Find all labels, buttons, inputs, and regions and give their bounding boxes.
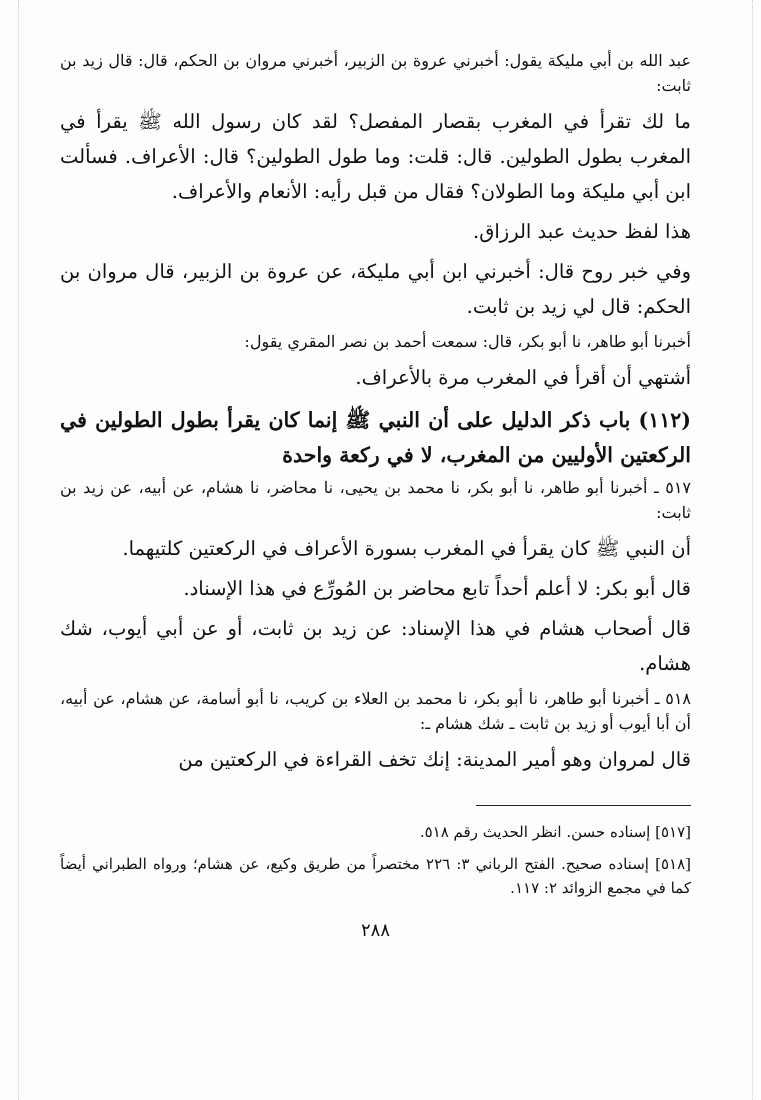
paragraph-hadith-text: ما لك تقرأ في المغرب بقصار المفصل؟ لقد كان رسول الله ﷺ يقرأ في المغرب بطول الطولين. قال: قلت: وما طول الطولين؟ قال: الأعراف. فسألت ابن أبي مليكة وما الطولان؟ فقال من قبل رأيه: الأنعام والأعراف. (60, 110, 691, 203)
footnote-518: [٥١٨] إسناده صحيح. الفتح الرباني ٣: ٢٢٦ مختصراً من طريق وكيع، عن هشام؛ ورواه الطبراني أيضاً كما في مجمع الزوائد ٢: ١١٧. (60, 855, 691, 897)
main-text (60, 48, 691, 941)
scan-edge-left (18, 0, 19, 1100)
paragraph-muqri-statement: أشتهي أن أقرأ في المغرب مرة بالأعراف. (355, 366, 691, 389)
paragraph-rawh-narration: وفي خبر روح قال: أخبرني ابن أبي مليكة، عن عروة بن الزبير، قال مروان بن الحكم: قال لي زيد بن ثابت. (60, 260, 691, 318)
footnote-517: [٥١٧] إسناده حسن. انظر الحديث رقم ٥١٨. (419, 823, 691, 841)
chapter-heading-112: (١١٢) باب ذكر الدليل على أن النبي ﷺ إنما كان يقرأ بطول الطولين في الركعتين الأوليين من المغرب، لا في ركعة واحدة (60, 408, 691, 467)
paragraph-hadith-518-isnad: ٥١٨ ـ أخبرنا أبو طاهر، نا أبو بكر، نا محمد بن العلاء بن كريب، نا أبو أسامة، عن هشام، عن أبيه، أن أبا أيوب أو زيد بن ثابت ـ شك هشام ـ: (60, 689, 691, 733)
paragraph-hadith-517-isnad: ٥١٧ ـ أخبرنا أبو طاهر، نا أبو بكر، نا محمد بن يحيى، نا محاضر، نا هشام، عن أبيه، عن زيد بن ثابت: (60, 478, 691, 522)
paragraph-hadith-518-text: قال لمروان وهو أمير المدينة: إنك تخف القراءة في الركعتين من (178, 748, 691, 771)
page-number: ٢٨٨ (360, 920, 390, 941)
paragraph-hadith-517-text: أن النبي ﷺ كان يقرأ في المغرب بسورة الأعراف في الركعتين كلتيهما. (122, 537, 691, 560)
paragraph-abu-bakr-comment: قال أبو بكر: لا أعلم أحداً تابع محاضر بن المُورِّع في هذا الإسناد. (183, 577, 691, 600)
paragraph-isnad-intro: عبد الله بن أبي مليكة يقول: أخبرني عروة بن الزبير، أخبرني مروان بن الحكم، قال: قال زيد بن ثابت: (60, 51, 691, 95)
scan-edge-right (752, 0, 753, 1100)
paragraph-note-abdurrazzaq: هذا لفظ حديث عبد الرزاق. (473, 220, 691, 243)
paragraph-hisham-companions: قال أصحاب هشام في هذا الإسناد: عن زيد بن ثابت، أو عن أبي أيوب، شك هشام. (60, 617, 691, 675)
paragraph-isnad-muqri: أخبرنا أبو طاهر، نا أبو بكر، قال: سمعت أحمد بن نصر المقري يقول: (244, 332, 691, 351)
footnote-separator (476, 805, 691, 806)
